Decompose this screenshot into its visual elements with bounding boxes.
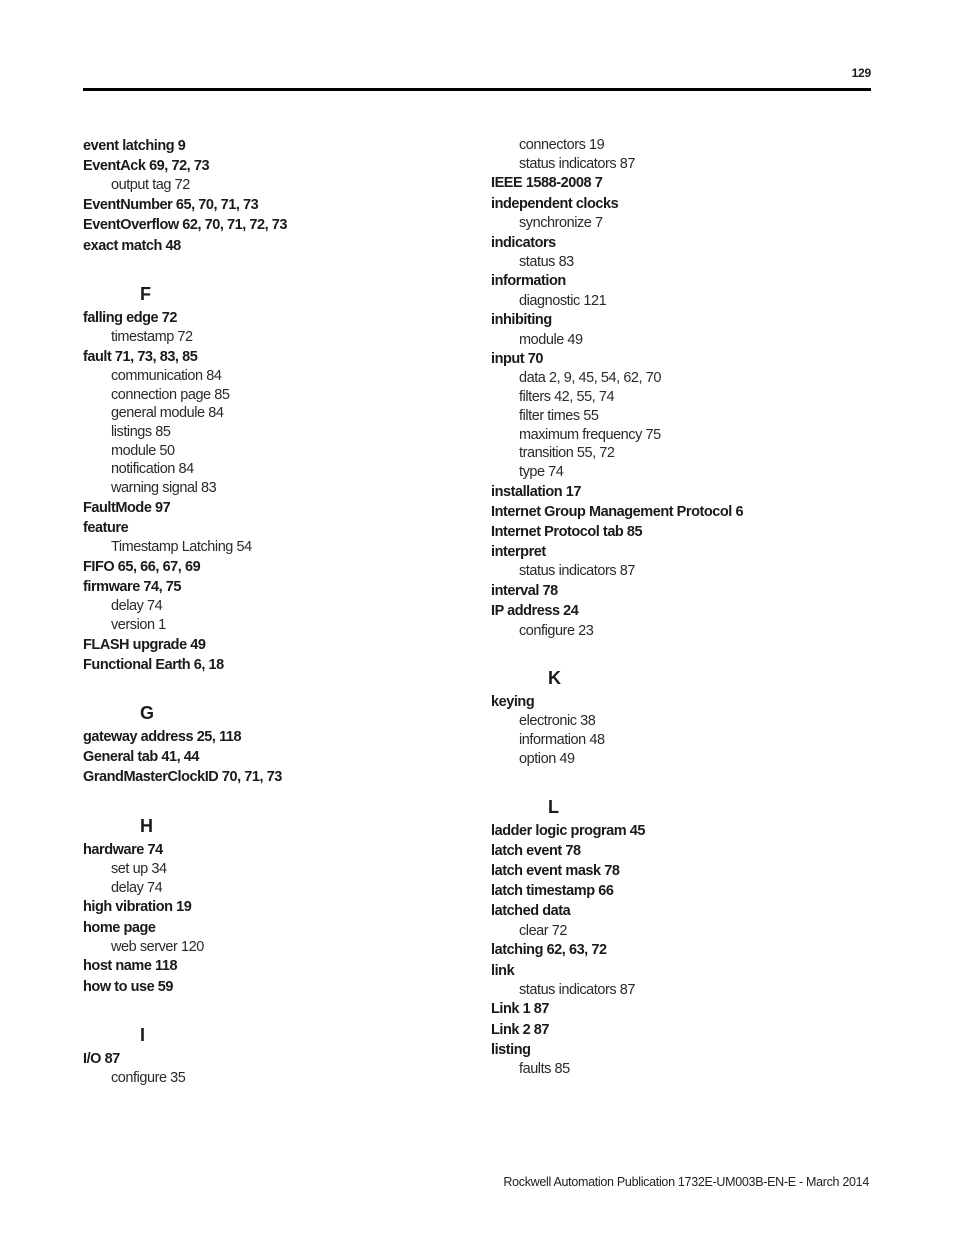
index-entry [491,961,871,1000]
section-letter: H [140,815,153,836]
index-entry [491,194,871,233]
index-subentry: status indicators 87 [519,563,635,580]
header-rule [83,88,871,91]
index-subentry: status 83 [519,253,574,270]
index-entry [83,498,463,518]
index-term: high vibration 19 [83,899,192,916]
index-subentry: filter times 55 [519,407,599,424]
index-entry [83,195,463,215]
index-subentry: warning signal 83 [111,480,217,497]
index-entry [491,310,871,349]
index-term: keying [491,694,535,711]
index-term: IP address 24 [491,603,579,620]
index-term: EventNumber 65, 70, 71, 73 [83,197,259,214]
index-entry [491,999,871,1019]
index-entry [83,747,463,767]
index-term: how to use 59 [83,978,174,995]
index-subentry: configure 23 [519,622,594,639]
index-term: FaultMode 97 [83,499,171,516]
index-entry [83,215,463,235]
index-entry [83,308,463,347]
index-term: feature [83,519,129,536]
index-term: General tab 41, 44 [83,749,200,766]
index-entry [83,347,463,498]
index-subentry: clear 72 [519,922,567,939]
index-subentry: option 49 [519,750,575,767]
index-subentry: maximum frequency 75 [519,426,661,443]
index-subentry: Timestamp Latching 54 [111,539,252,556]
index-term: host name 118 [83,958,178,975]
index-term: interval 78 [491,583,558,600]
index-term: hardware 74 [83,841,163,858]
index-term: Internet Protocol tab 85 [491,524,643,541]
index-subentry: status indicators 87 [519,981,635,998]
index-term: EventAck 69, 72, 73 [83,158,210,175]
section-letter: K [548,668,561,689]
section-letter: F [140,283,151,304]
index-subentry: diagnostic 121 [519,292,607,309]
index-term: Functional Earth 6, 18 [83,656,224,673]
index-entry [83,918,463,957]
index-subentry: set up 34 [111,860,167,877]
index-term: independent clocks [491,195,619,212]
index-term: home page [83,919,156,936]
index-term: latching 62, 63, 72 [491,942,607,959]
index-subentry: module 50 [111,442,175,459]
index-subentry: delay 74 [111,598,163,615]
index-term: latch event 78 [491,842,581,859]
index-entry [83,136,463,156]
index-term: ladder logic program 45 [491,822,646,839]
index-entry [83,557,463,577]
index-term: installation 17 [491,483,581,500]
index-term: information [491,273,566,290]
index-entry [83,635,463,655]
index-entry [491,233,871,272]
index-subentry: timestamp 72 [111,328,193,345]
index-term: event latching 9 [83,138,186,154]
index-subentry: data 2, 9, 45, 54, 62, 70 [519,370,661,387]
index-entry [83,840,463,898]
index-entry [491,692,871,768]
index-term: Internet Group Management Protocol 6 [491,503,744,520]
index-subentry: connectors 19 [519,137,605,153]
index-term: Link 2 87 [491,1021,550,1038]
index-entry [491,601,871,640]
section-letter: L [548,796,559,817]
index-entry [83,1049,463,1088]
index-entry [491,173,871,193]
index-term: FLASH upgrade 49 [83,636,206,653]
index-term: indicators [491,234,556,251]
index-subentry: version 1 [111,616,166,633]
index-subentry: synchronize 7 [519,214,603,231]
index-subentry: web server 120 [111,938,204,955]
index-term: FIFO 65, 66, 67, 69 [83,558,201,575]
index-subentry: communication 84 [111,367,222,384]
index-subentry: transition 55, 72 [519,445,615,462]
index-entry [491,349,871,481]
index-term: listing [491,1041,531,1058]
index-term: Link 1 87 [491,1001,550,1018]
index-entry [491,482,871,502]
index-term: exact match 48 [83,237,181,254]
index-term: GrandMasterClockID 70, 71, 73 [83,769,282,786]
index-entry [83,577,463,635]
index-entry [491,136,871,173]
index-entry [491,522,871,542]
index-entry [83,236,463,256]
index-entry [83,767,463,787]
index-entry [491,1020,871,1040]
index-entry [491,581,871,601]
index-column-left [83,136,463,1088]
index-term: inhibiting [491,312,552,329]
index-term: latched data [491,903,571,920]
index-entry [491,271,871,310]
index-entry [491,861,871,881]
index-entry [83,518,463,557]
index-column-right [491,136,871,1079]
index-term: IEEE 1588-2008 7 [491,175,603,192]
index-subentry: output tag 72 [111,177,190,194]
index-entry [491,502,871,522]
index-entry [491,881,871,901]
index-subentry: status indicators 87 [519,155,635,172]
index-subentry: delay 74 [111,879,163,896]
section-letter: I [140,1024,146,1045]
index-entry [83,956,463,976]
index-subentry: type 74 [519,463,564,480]
index-subentry: information 48 [519,732,605,749]
index-subentry: filters 42, 55, 74 [519,389,615,406]
index-subentry: configure 35 [111,1070,186,1087]
index-subentry: electronic 38 [519,713,596,730]
index-entry [83,977,463,997]
page-number: 129 [851,66,871,80]
index-subentry: connection page 85 [111,386,230,403]
index-entry [491,901,871,940]
index-term: latch timestamp 66 [491,883,614,900]
index-term: interpret [491,544,546,561]
index-term: link [491,962,515,979]
index-entry [83,655,463,675]
index-entry [491,821,871,841]
index-term: firmware 74, 75 [83,579,182,596]
index-subentry: module 49 [519,331,583,348]
index-entry [491,841,871,861]
index-term: latch event mask 78 [491,863,620,879]
index-term: input 70 [491,351,543,368]
index-entry [491,940,871,960]
index-term: gateway address 25, 118 [83,729,242,746]
index-term: EventOverflow 62, 70, 71, 72, 73 [83,217,288,234]
publication-footer: Rockwell Automation Publication 1732E-UM003B-EN-E - March 2014 [503,1175,869,1189]
index-subentry: general module 84 [111,405,224,422]
index-term: fault 71, 73, 83, 85 [83,348,198,365]
index-entry [83,156,463,195]
index-entry [83,727,463,747]
index-entry [491,1040,871,1079]
index-subentry: faults 85 [519,1061,570,1078]
index-subentry: notification 84 [111,461,194,478]
section-letter: G [140,703,155,724]
index-term: falling edge 72 [83,309,177,326]
index-term: I/O 87 [83,1050,120,1067]
index-entry [491,542,871,581]
index-subentry: listings 85 [111,423,171,440]
index-entry [83,897,463,917]
